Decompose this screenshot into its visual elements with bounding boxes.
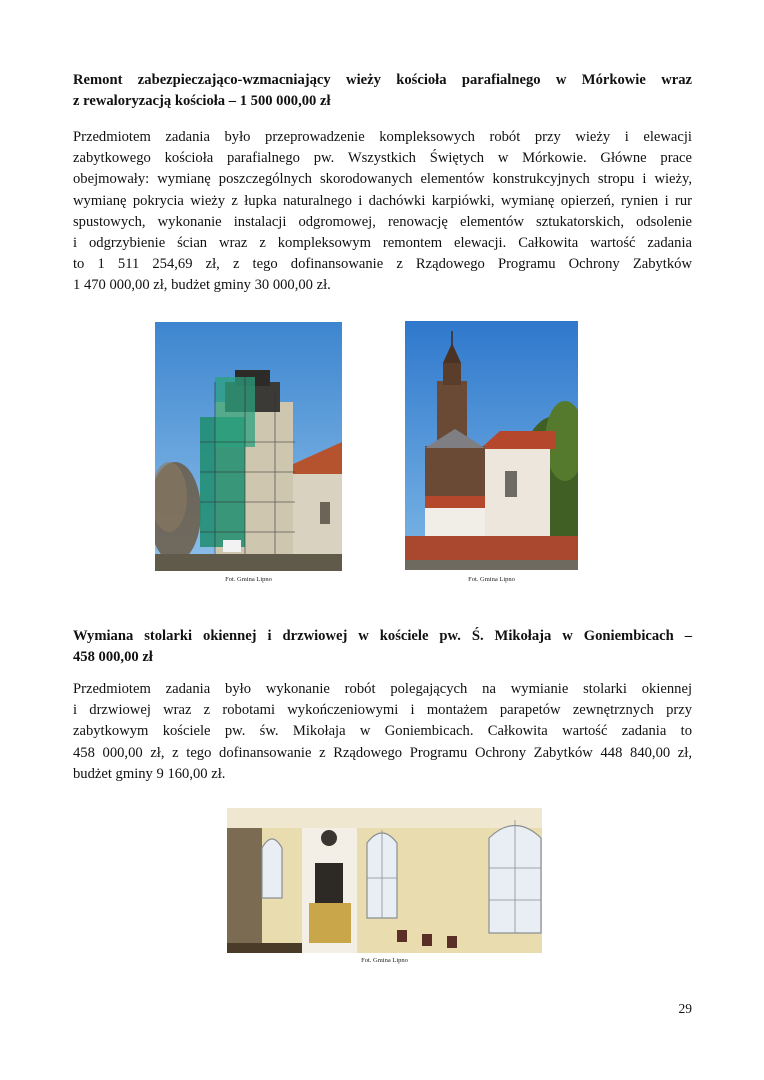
text-line: 1 470 000,00 zł, budżet gminy 30 000,00 zł. bbox=[73, 277, 331, 294]
section2-paragraph bbox=[73, 679, 692, 785]
text-line: Przedmiotem zadania było wykonanie robót polegających na wymianie stolarki okiennej bbox=[73, 681, 692, 697]
church-interior-photo bbox=[227, 808, 542, 953]
text-line: zabytkowego kościoła parafialnego pw. Wszystkich Świętych w Mórkowie. Główne prace bbox=[73, 150, 692, 167]
page-number: 29 bbox=[678, 1001, 692, 1016]
text-line: spustowych, wykonanie instalacji odgromowej, renowację elementów sztukatorskich, odsolenie bbox=[73, 213, 692, 230]
photo-caption: Fot. Gmina Lipno bbox=[468, 576, 515, 583]
text-line: to 1 511 254,69 zł, z tego dofinansowanie z Rządowego Programu Ochrony Zabytków bbox=[73, 256, 692, 273]
heading-line: z rewaloryzacją kościoła – 1 500 000,00 zł bbox=[73, 93, 331, 109]
text-line: 458 000,00 zł, z tego dofinansowanie z Rządowego Programu Ochrony Zabytków 448 840,00 zł, bbox=[73, 744, 692, 761]
text-line: budżet gminy 9 160,00 zł. bbox=[73, 765, 226, 782]
text-line: zabytkowym kościele pw. św. Mikołaja w Goniembicach. Całkowita wartość zadania to bbox=[73, 723, 692, 740]
heading-line: 458 000,00 zł bbox=[73, 649, 153, 665]
text-line: Przedmiotem zadania było przeprowadzenie kompleksowych robót przy wieży i elewacji bbox=[73, 129, 692, 145]
church-scaffolding-photo bbox=[155, 322, 342, 571]
text-line: wymianę pokrycia wieży z łupka naturalnego i dachówki karpiówki, wymianę opierzeń, rynien i rur bbox=[73, 192, 692, 209]
heading-line: Remont zabezpieczająco-wzmacniający wieży kościoła parafialnego w Mórkowie wraz bbox=[73, 72, 692, 88]
section2-heading bbox=[73, 626, 692, 668]
text-line: i drzwiowej wraz z robotami wykończeniowymi i montażem parapetów zewnętrznych przy bbox=[73, 702, 692, 719]
text-line: obejmowały: wymianę poszczególnych skorodowanych elementów konstrukcyjnych stropu i wieży, bbox=[73, 171, 692, 188]
heading-line: Wymiana stolarki okiennej i drzwiowej w kościele pw. Ś. Mikołaja w Goniembicach – bbox=[73, 628, 692, 644]
section1-paragraph bbox=[73, 127, 692, 297]
church-restored-photo bbox=[405, 321, 578, 570]
photo-caption: Fot. Gmina Lipno bbox=[225, 576, 272, 583]
section1-heading bbox=[73, 70, 692, 112]
text-line: i odgrzybienie ścian wraz z kompleksowym remontem elewacji. Całkowita wartość zadania bbox=[73, 235, 692, 252]
photo-caption: Fot. Gmina Lipno bbox=[361, 957, 408, 964]
